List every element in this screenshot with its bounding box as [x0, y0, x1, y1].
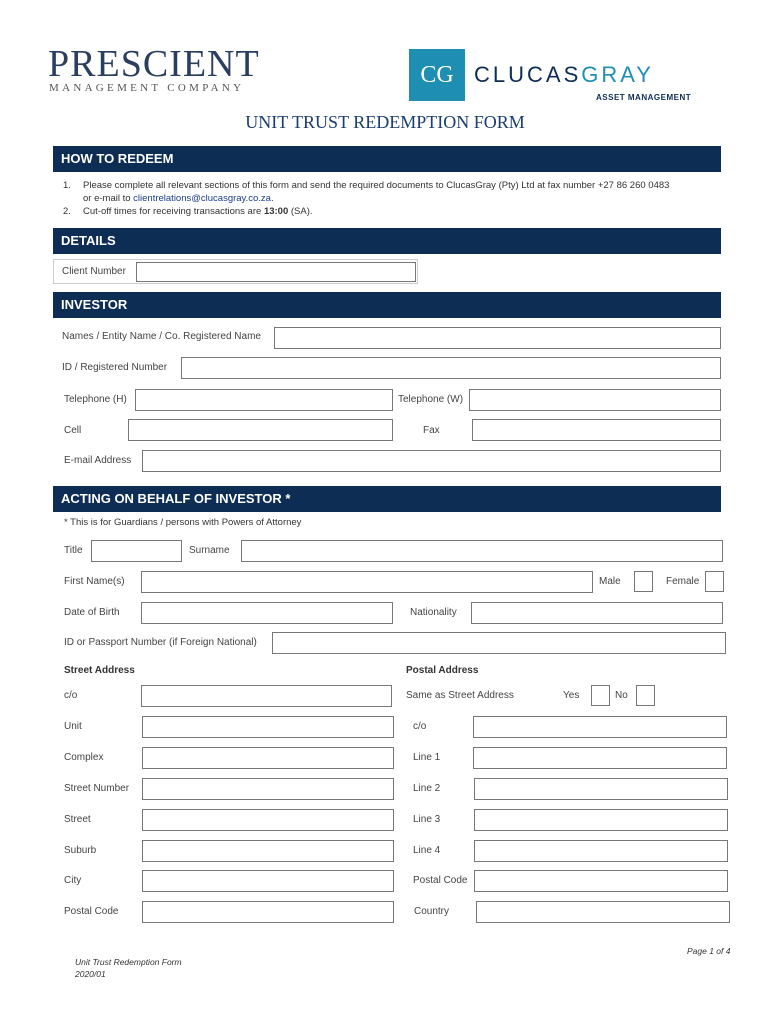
street-postal-code-label: Postal Code	[64, 906, 119, 917]
same-as-no-label: No	[615, 690, 628, 701]
female-checkbox[interactable]	[705, 571, 724, 592]
item-text: Please complete all relevant sections of this form and send the required documents to ClucasGray (Pty) Ltd at fax number +27 86 260 0483	[83, 180, 670, 191]
section-header-how-to-redeem: HOW TO REDEEM	[53, 146, 721, 172]
street-input[interactable]	[142, 809, 394, 831]
dob-input[interactable]	[141, 602, 393, 624]
nationality-input[interactable]	[471, 602, 723, 624]
section-header-investor: INVESTOR	[53, 292, 721, 318]
street-label: Street	[64, 814, 91, 825]
names-label: Names / Entity Name / Co. Registered Name	[62, 331, 261, 342]
street-co-input[interactable]	[141, 685, 392, 707]
male-label: Male	[599, 576, 621, 587]
prescient-logo-subtitle: MANAGEMENT COMPANY	[49, 82, 245, 94]
line1-input[interactable]	[473, 747, 727, 769]
names-input[interactable]	[274, 327, 721, 349]
street-co-label: c/o	[64, 690, 78, 701]
surname-label: Surname	[189, 545, 230, 556]
telephone-work-label: Telephone (W)	[398, 394, 464, 405]
clucasgray-name-part1: CLUCAS	[474, 62, 582, 87]
section-header-details: DETAILS	[53, 228, 721, 254]
title-input[interactable]	[91, 540, 182, 562]
page-number: Page 1 of 4	[687, 946, 731, 956]
item-number: 1.	[63, 180, 71, 191]
fax-label: Fax	[423, 425, 440, 436]
line4-input[interactable]	[474, 840, 728, 862]
postal-code-input[interactable]	[474, 870, 728, 892]
email-link[interactable]: clientrelations@clucasgray.co.za	[133, 193, 271, 204]
surname-input[interactable]	[241, 540, 723, 562]
email-input[interactable]	[142, 450, 721, 472]
female-label: Female	[666, 576, 700, 587]
clucasgray-logo-name	[474, 62, 654, 88]
complex-input[interactable]	[142, 747, 394, 769]
line4-label: Line 4	[413, 845, 441, 856]
street-postal-code-input[interactable]	[142, 901, 394, 923]
section-header-acting-on-behalf: ACTING ON BEHALF OF INVESTOR *	[53, 486, 721, 512]
clucasgray-logo-subtitle: ASSET MANAGEMENT	[596, 93, 692, 102]
postal-co-input[interactable]	[473, 716, 727, 738]
same-as-no-checkbox[interactable]	[636, 685, 655, 706]
id-number-label: ID / Registered Number	[62, 362, 168, 373]
line3-input[interactable]	[474, 809, 728, 831]
male-checkbox[interactable]	[634, 571, 653, 592]
email-label: E-mail Address	[64, 455, 132, 466]
street-number-label: Street Number	[64, 783, 130, 794]
clucasgray-logo-mark: CG	[409, 49, 465, 101]
id-passport-label: ID or Passport Number (if Foreign National)	[64, 637, 257, 648]
unit-input[interactable]	[142, 716, 394, 738]
telephone-home-label: Telephone (H)	[64, 394, 127, 405]
line2-label: Line 2	[413, 783, 441, 794]
telephone-home-input[interactable]	[135, 389, 393, 411]
country-input[interactable]	[476, 901, 730, 923]
same-as-yes-checkbox[interactable]	[591, 685, 610, 706]
title-label: Title	[64, 545, 83, 556]
cutoff-time: 13:00	[263, 206, 289, 217]
line3-label: Line 3	[413, 814, 441, 825]
complex-label: Complex	[64, 752, 104, 763]
cell-label: Cell	[64, 425, 82, 436]
item-number: 2.	[63, 206, 71, 217]
same-as-street-label: Same as Street Address	[406, 690, 514, 701]
prescient-logo-name: PRESCIENT	[48, 43, 260, 85]
same-as-yes-label: Yes	[563, 690, 580, 701]
acting-note: * This is for Guardians / persons with Powers of Attorney	[64, 517, 302, 528]
suburb-input[interactable]	[142, 840, 394, 862]
suburb-label: Suburb	[64, 845, 97, 856]
client-number-label: Client Number	[62, 266, 126, 277]
city-label: City	[64, 875, 82, 886]
id-passport-input[interactable]	[272, 632, 726, 654]
telephone-work-input[interactable]	[469, 389, 721, 411]
footer-form-name: Unit Trust Redemption Form	[75, 957, 182, 967]
postal-co-label: c/o	[413, 721, 427, 732]
line1-label: Line 1	[413, 752, 441, 763]
footer-version: 2020/01	[75, 969, 106, 979]
clucasgray-name-part2: GRAY	[581, 62, 654, 87]
street-address-heading: Street Address	[64, 665, 135, 676]
postal-address-heading: Postal Address	[406, 665, 479, 676]
id-number-input[interactable]	[181, 357, 721, 379]
dob-label: Date of Birth	[64, 607, 120, 618]
line2-input[interactable]	[474, 778, 728, 800]
first-names-label: First Name(s)	[64, 576, 125, 587]
street-number-input[interactable]	[142, 778, 394, 800]
cell-input[interactable]	[128, 419, 393, 441]
postal-code-label: Postal Code	[413, 875, 468, 886]
unit-label: Unit	[64, 721, 82, 732]
first-names-input[interactable]	[141, 571, 593, 593]
item-text: or e-mail to	[83, 193, 134, 204]
item-text: Cut-off times for receiving transactions are	[83, 206, 264, 217]
city-input[interactable]	[142, 870, 394, 892]
nationality-label: Nationality	[410, 607, 457, 618]
country-label: Country	[414, 906, 450, 917]
fax-input[interactable]	[472, 419, 721, 441]
client-number-input[interactable]	[136, 262, 416, 282]
form-title: UNIT TRUST REDEMPTION FORM	[245, 112, 525, 132]
